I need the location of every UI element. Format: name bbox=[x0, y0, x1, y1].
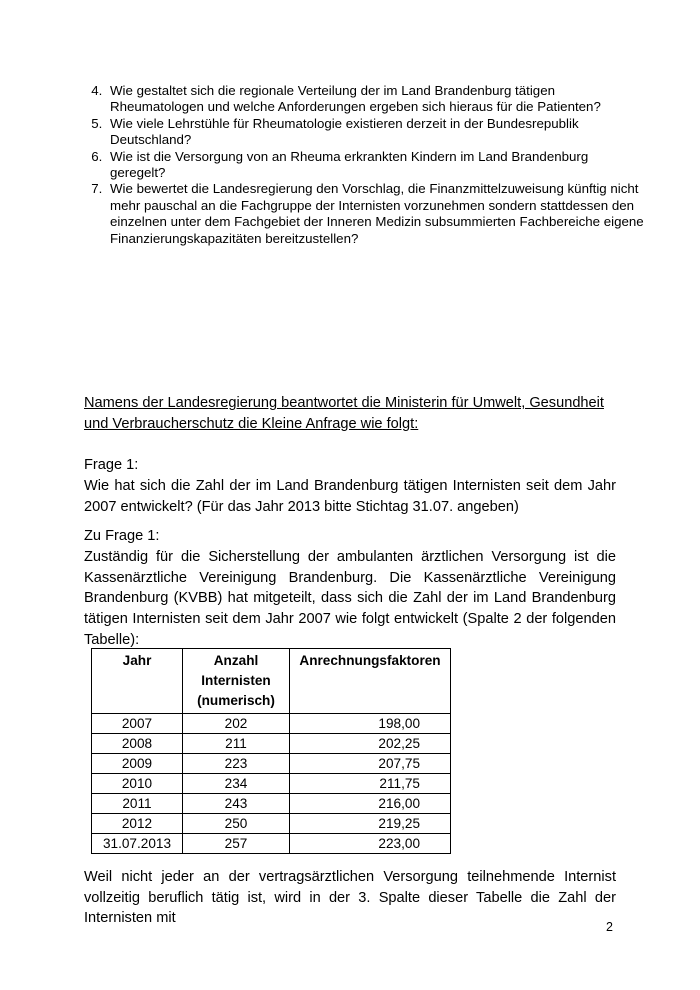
table-row bbox=[92, 734, 451, 754]
cell-anzahl: 202 bbox=[183, 714, 290, 734]
cell-faktor: 216,00 bbox=[290, 794, 451, 814]
frage1-text: Wie hat sich die Zahl der im Land Brandenburg tätigen Internisten seit dem Jahr 2007 entwickelt? (Für das Jahr 2013 bitte Stichtag 31.07. angeben) bbox=[84, 478, 616, 515]
cell-anzahl: 223 bbox=[183, 754, 290, 774]
cell-jahr: 2012 bbox=[92, 814, 183, 834]
table-row bbox=[92, 814, 451, 834]
header-anzahl: Anzahl Internisten (numerisch) bbox=[183, 649, 290, 714]
frage1-label: Frage 1: bbox=[84, 457, 139, 473]
table-row bbox=[92, 754, 451, 774]
question-5: 5. Wie viele Lehrstühle für Rheumatologie existieren derzeit in der Bundesrepublik Deutschland? bbox=[106, 116, 646, 149]
cell-anzahl: 250 bbox=[183, 814, 290, 834]
zu-frage1-text: Zuständig für die Sicherstellung der ambulanten ärztlichen Versorgung ist die Kassenärztliche Vereinigung Brandenburg. Die Kassenärztliche Vereinigung Brandenburg (KVBB) hat mitgeteilt, dass sich die Zahl der im Land Brandenburg tätigen Internisten seit dem Jahr 2007 wie folgt entwickelt (Spalte 2 der folgenden Tabelle): bbox=[84, 549, 616, 648]
cell-jahr: 2010 bbox=[92, 774, 183, 794]
question-6: 6. Wie ist die Versorgung von an Rheuma erkrankten Kindern im Land Brandenburg geregelt? bbox=[106, 149, 646, 182]
cell-faktor: 211,75 bbox=[290, 774, 451, 794]
table-row bbox=[92, 834, 451, 854]
page-number: 2 bbox=[606, 920, 613, 934]
cell-anzahl: 234 bbox=[183, 774, 290, 794]
cell-jahr: 2008 bbox=[92, 734, 183, 754]
zu-frage1-label: Zu Frage 1: bbox=[84, 528, 160, 544]
table-header-row bbox=[92, 649, 451, 714]
cell-jahr: 31.07.2013 bbox=[92, 834, 183, 854]
table-row bbox=[92, 714, 451, 734]
cell-jahr: 2007 bbox=[92, 714, 183, 734]
table-row bbox=[92, 774, 451, 794]
table-row bbox=[92, 794, 451, 814]
cell-anzahl: 211 bbox=[183, 734, 290, 754]
cell-anzahl: 243 bbox=[183, 794, 290, 814]
header-anrechnungsfaktoren: Anrechnungsfaktoren bbox=[290, 649, 451, 714]
cell-faktor: 202,25 bbox=[290, 734, 451, 754]
cell-faktor: 198,00 bbox=[290, 714, 451, 734]
cell-jahr: 2009 bbox=[92, 754, 183, 774]
question-list bbox=[82, 83, 646, 247]
question-7: 7. Wie bewertet die Landesregierung den Vorschlag, die Finanzmittelzuweisung künftig nicht mehr pauschal an die Fachgruppe der Internisten vorzunehmen sondern stattdessen den einzelnen unter dem Fachgebiet der Inneren Medizin subsummierten Fachbereiche eigene Finanzierungskapazitäten bereitzustellen? bbox=[106, 181, 646, 247]
header-jahr: Jahr bbox=[92, 649, 183, 714]
cell-faktor: 207,75 bbox=[290, 754, 451, 774]
internisten-table bbox=[91, 648, 451, 854]
answer-intro: Namens der Landesregierung beantwortet die Ministerin für Umwelt, Gesundheit und Verbraucherschutz die Kleine Anfrage wie folgt: bbox=[84, 395, 604, 432]
cell-faktor: 219,25 bbox=[290, 814, 451, 834]
cell-jahr: 2011 bbox=[92, 794, 183, 814]
weil-paragraph: Weil nicht jeder an der vertragsärztlichen Versorgung teilnehmende Internist vollzeitig beruflich tätig ist, wird in der 3. Spalte dieser Tabelle die Zahl der Internisten mit bbox=[84, 869, 616, 927]
cell-anzahl: 257 bbox=[183, 834, 290, 854]
cell-faktor: 223,00 bbox=[290, 834, 451, 854]
question-4: 4. Wie gestaltet sich die regionale Verteilung der im Land Brandenburg tätigen Rheumatologen und welche Anforderungen ergeben sich hieraus für die Patienten? bbox=[106, 83, 646, 116]
